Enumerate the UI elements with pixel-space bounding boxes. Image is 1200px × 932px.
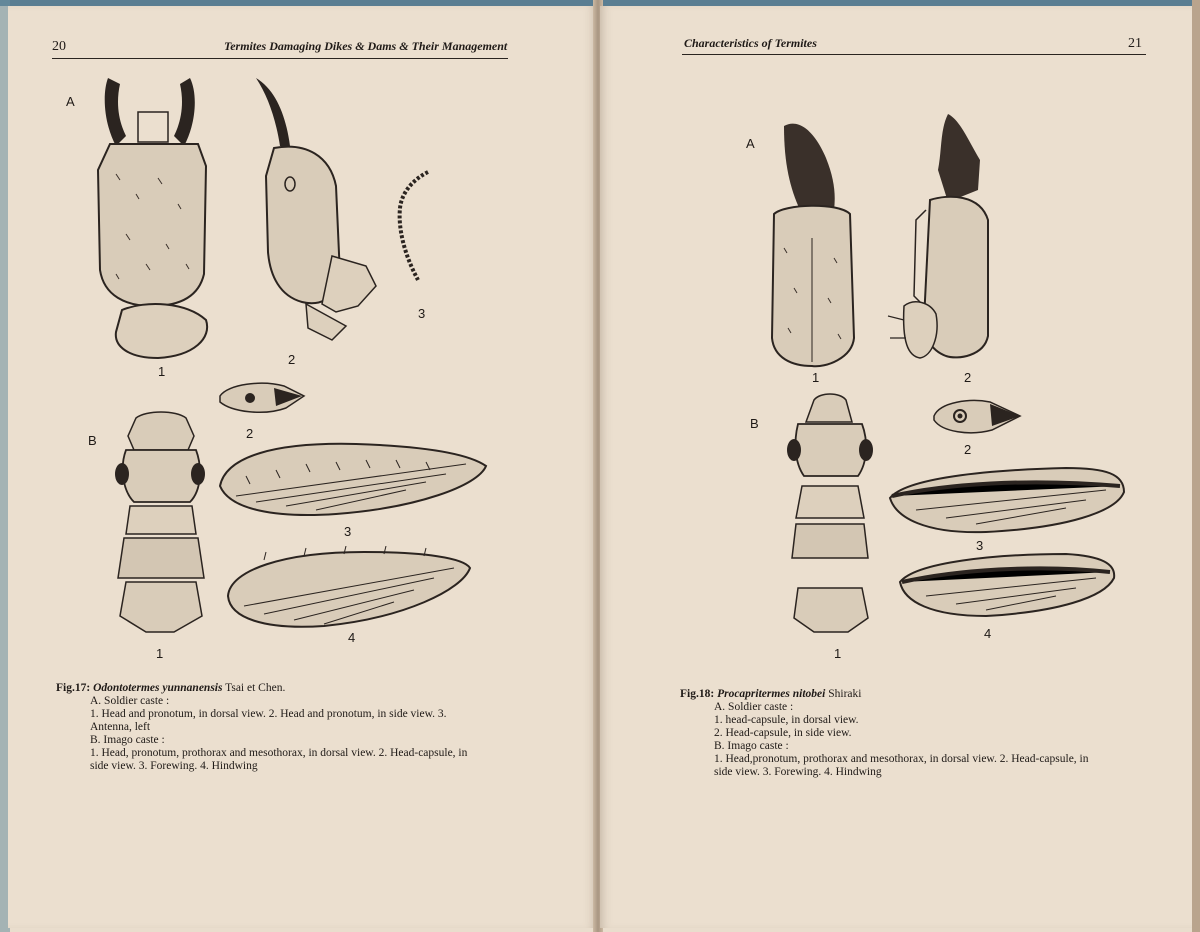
caption-fig-number: Fig.18: [680, 688, 715, 700]
caption-title [680, 688, 1150, 701]
imago-head-side-drawing [930, 396, 1024, 436]
figure-label-A: A [746, 136, 755, 151]
caption-line: B. Imago caste : [90, 734, 165, 746]
figure-label-B4: 4 [348, 630, 356, 645]
antenna-drawing [388, 168, 438, 288]
left-page [8, 6, 596, 928]
caption-species: Procapritermes nitobei [717, 688, 826, 700]
caption-line: 2. Head-capsule, in side view. [714, 727, 852, 739]
figure-label-A: A [66, 94, 75, 109]
caption-fig-number: Fig.17: [56, 682, 91, 694]
soldier-head-side-drawing [884, 110, 1000, 366]
imago-head-side-drawing [216, 378, 306, 418]
caption-line: side view. 3. Forewing. 4. Hindwing [714, 766, 882, 778]
figure-label-B4: 4 [984, 626, 992, 641]
figure-label-B1: 1 [156, 646, 164, 661]
caption-line: side view. 3. Forewing. 4. Hindwing [90, 760, 258, 772]
soldier-head-side-drawing [246, 76, 386, 346]
page-number: 20 [52, 39, 66, 54]
caption-line: 1. Head,pronotum, prothorax and mesothorax, in dorsal view. 2. Head-capsule, in [714, 753, 1089, 765]
caption-title [56, 682, 526, 695]
figure-label-B: B [750, 416, 759, 431]
caption-line: 1. head-capsule, in dorsal view. [714, 714, 859, 726]
imago-head-thorax-drawing [784, 392, 874, 644]
caption-line: Antenna, left [90, 721, 151, 733]
caption-line: B. Imago caste : [714, 740, 789, 752]
soldier-head-dorsal-drawing [86, 74, 226, 364]
caption-line: A. Soldier caste : [714, 701, 794, 713]
header-rule [682, 54, 1146, 55]
right-page [600, 6, 1192, 928]
figure-label-A1: 1 [158, 364, 166, 379]
forewing-drawing [886, 462, 1128, 536]
header-rule [52, 58, 508, 59]
running-head: Characteristics of Termites [684, 36, 817, 50]
figure-label-B2: 2 [246, 426, 254, 441]
caption-species: Odontotermes yunnanensis [93, 682, 223, 694]
figure-label-B2: 2 [964, 442, 972, 457]
figure-label-A2: 2 [964, 370, 972, 385]
running-head: Termites Damaging Dikes & Dams & Their Management [224, 39, 508, 53]
soldier-head-dorsal-drawing [764, 118, 864, 370]
figure-label-B: B [88, 433, 97, 448]
figure-label-A3: 3 [418, 306, 426, 321]
edge-right [1192, 0, 1200, 932]
figure-label-B3: 3 [976, 538, 984, 553]
figure-label-A2: 2 [288, 352, 296, 367]
hindwing-drawing [224, 546, 474, 632]
caption-line: 1. Head, pronotum, prothorax and mesothorax, in dorsal view. 2. Head-capsule, in [90, 747, 468, 759]
imago-head-thorax-drawing [106, 410, 216, 642]
figure-label-B1: 1 [834, 646, 842, 661]
figure-caption [56, 682, 526, 773]
figure-caption [680, 688, 1150, 779]
forewing-drawing [216, 436, 490, 522]
caption-author: Shiraki [825, 688, 862, 700]
figure-label-A1: 1 [812, 370, 820, 385]
caption-line: 1. Head and pronotum, in dorsal view. 2. Head and pronotum, in side view. 3. [90, 708, 447, 720]
caption-author: Tsai et Chen. [222, 682, 286, 694]
page-number: 21 [1128, 36, 1142, 51]
hindwing-drawing [896, 550, 1118, 620]
figure-label-B3: 3 [344, 524, 352, 539]
caption-line: A. Soldier caste : [90, 695, 170, 707]
